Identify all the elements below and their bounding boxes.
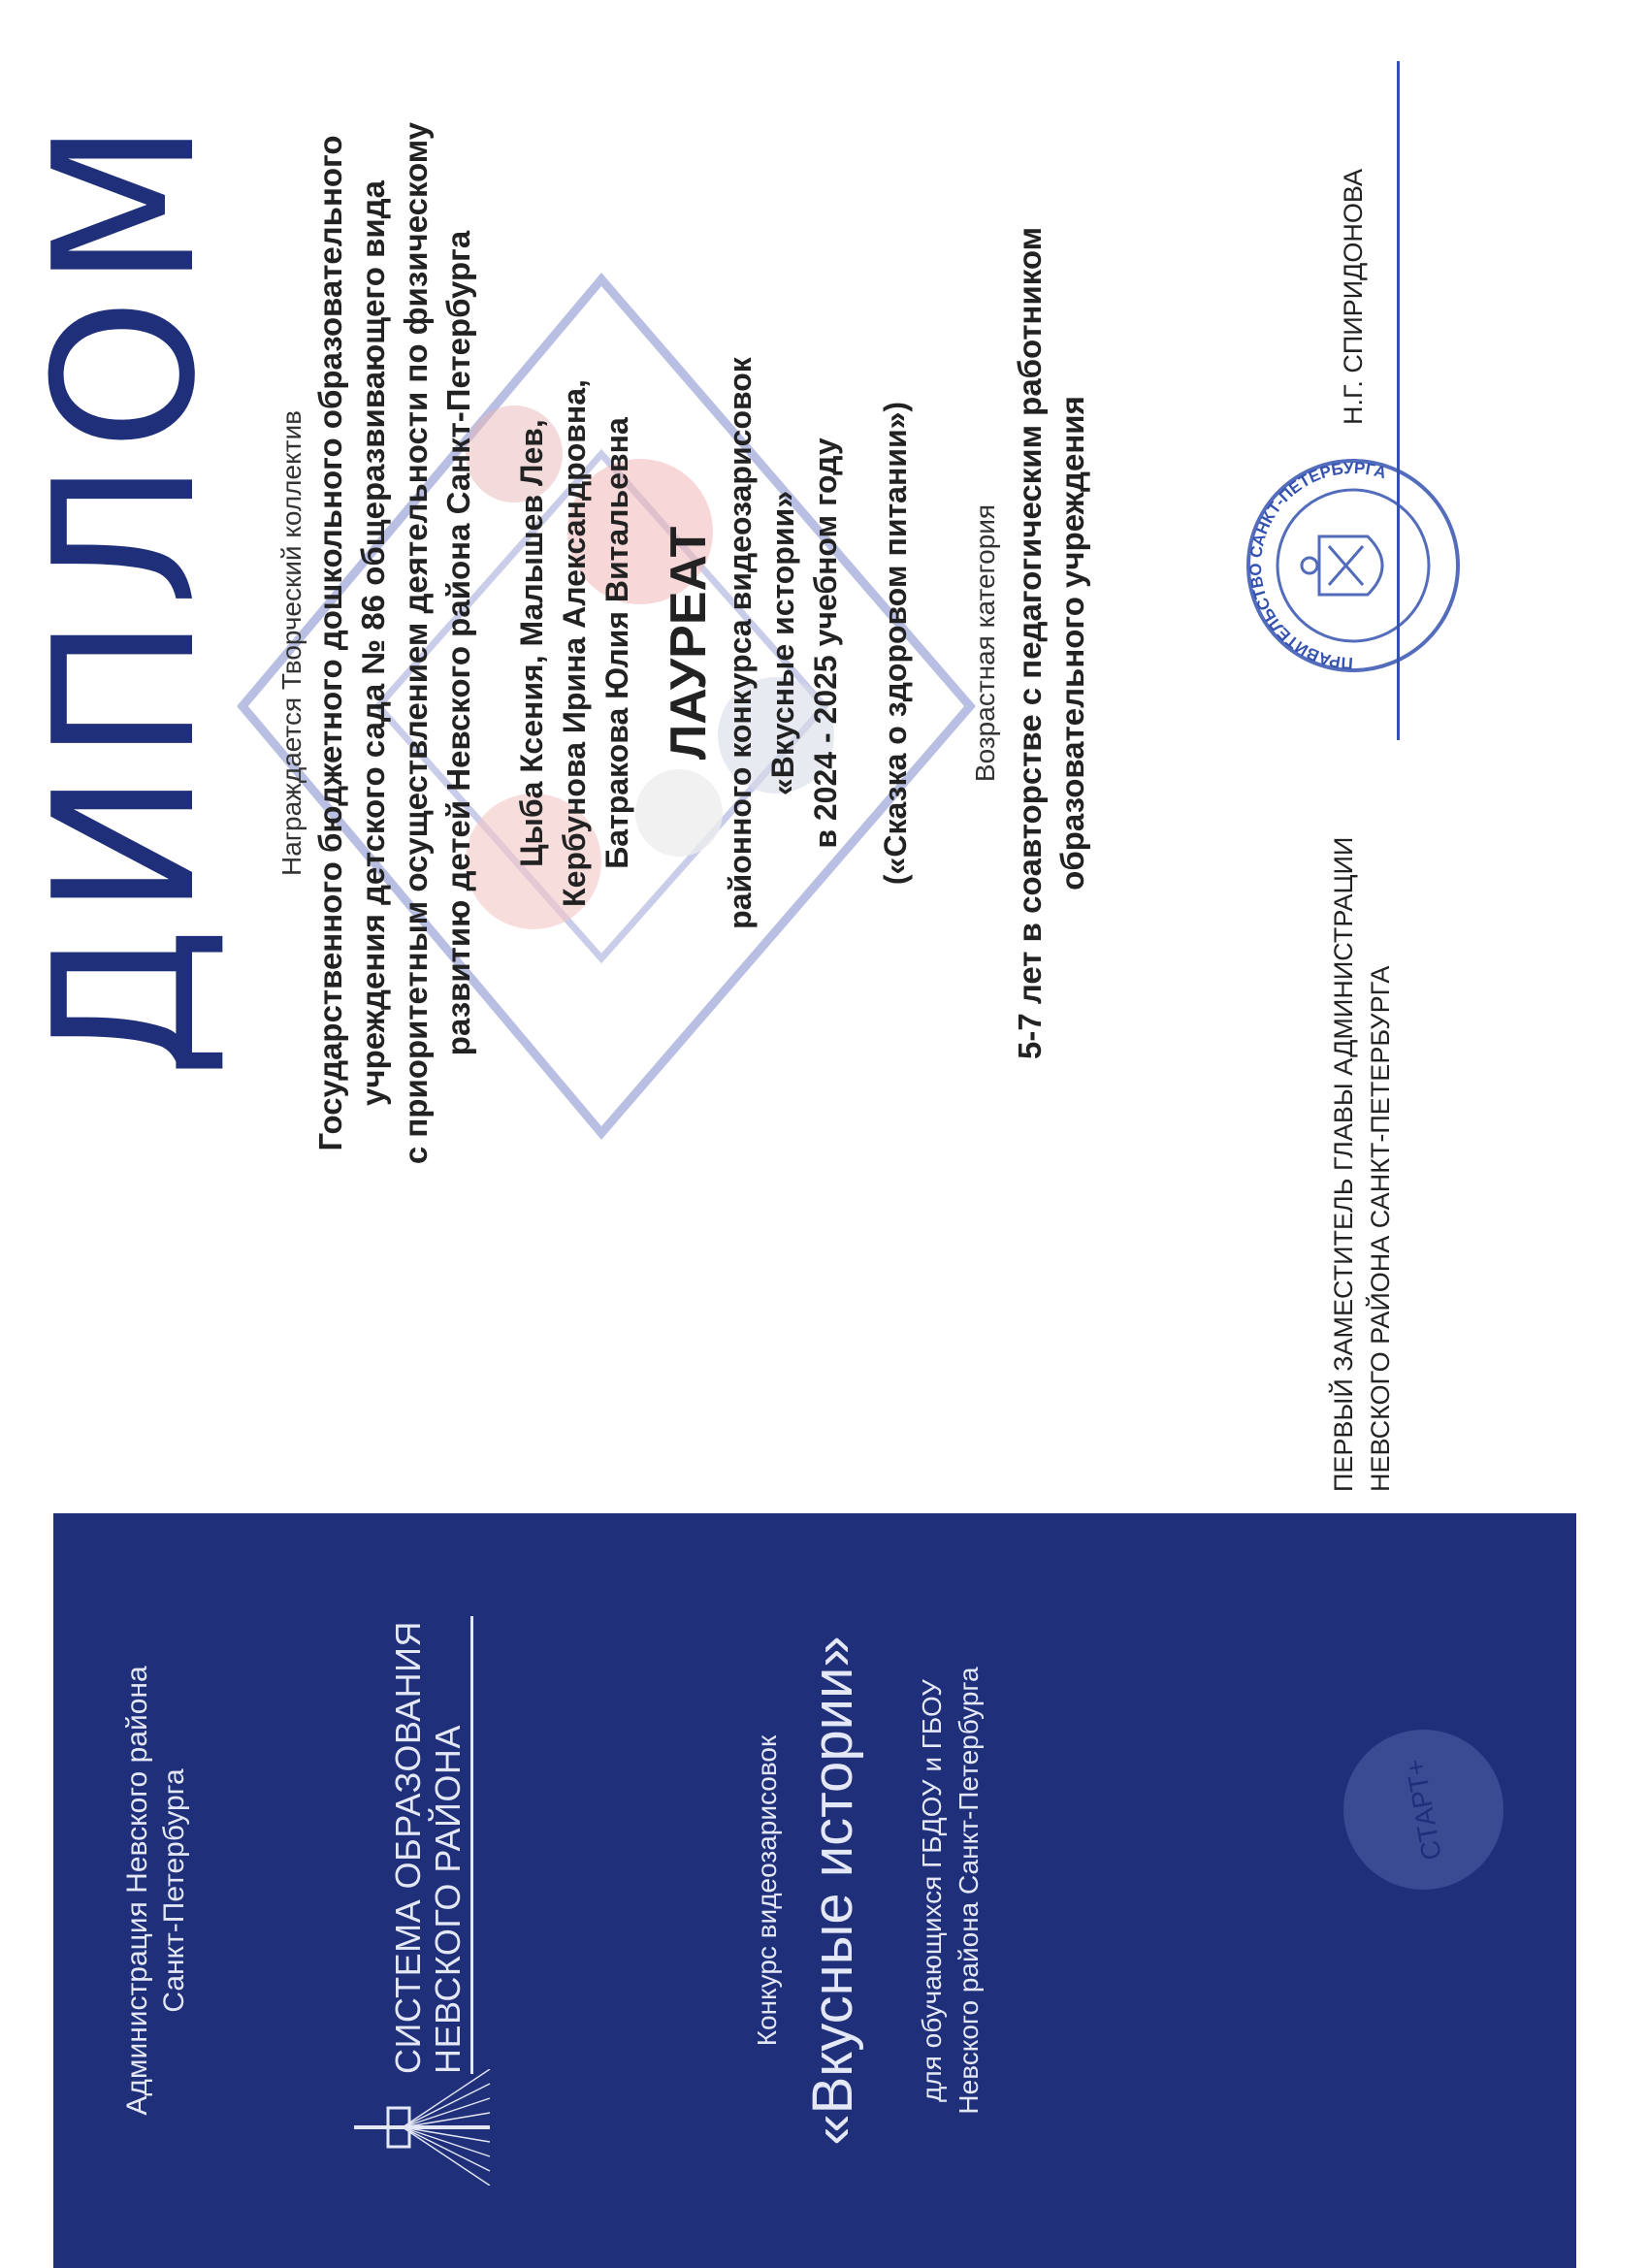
- age-category-line2: образовательного учреждения: [1054, 396, 1090, 891]
- laureate-title: ЛАУРЕАТ: [661, 526, 717, 761]
- system-title-line2: НЕВСКОГО РАЙОНА: [428, 1725, 468, 2074]
- start-plus-label: СТАРТ+: [1399, 1757, 1447, 1863]
- age-category-label: Возрастная категория: [970, 503, 1000, 783]
- side-panel: [53, 1513, 1576, 2268]
- names-line2: Кербунова Ирина Александровна,: [557, 379, 592, 907]
- stamp-text: ПРАВИТЕЛЬСТВО САНКТ-ПЕТЕРБУРГА: [1245, 458, 1389, 673]
- admin-line1: Администрация Невского района: [121, 1666, 153, 2116]
- signer-position-line1: ПЕРВЫЙ ЗАМЕСТИТЕЛЬ ГЛАВЫ АДМИНИСТРАЦИИ: [1329, 836, 1358, 1492]
- org-line2: учреждения детского сада № 86 общеразвивающего вида: [355, 180, 391, 1106]
- names-line3: Батракова Юлия Витальевна: [599, 417, 634, 869]
- names-line1: Цыба Ксения, Малышев Лев,: [514, 419, 549, 867]
- coat-of-arms-icon: [1302, 536, 1382, 595]
- school-year: в 2024 - 2025 учебном году: [808, 437, 843, 849]
- official-stamp: [1242, 454, 1465, 677]
- system-title-line1: СИСТЕМА ОБРАЗОВАНИЯ: [388, 1620, 428, 2074]
- age-category-line1: 5-7 лет в соавторстве с педагогическим работником: [1012, 227, 1048, 1059]
- tv-tower-icon: [344, 2069, 500, 2186]
- system-underline: [470, 1616, 473, 2074]
- admin-line2: Санкт-Петербурга: [158, 1768, 190, 2013]
- participants-line1: для обучающихся ГБДОУ и ГБОУ: [917, 1679, 947, 2102]
- start-plus-logo: [1343, 1730, 1504, 1890]
- diploma-title: ДИПЛОМ: [13, 111, 239, 1079]
- signer-position-line2: НЕВСКОГО РАЙОНА САНКТ-ПЕТЕРБУРГА: [1366, 965, 1395, 1492]
- awarded-text: Награждается Творческий коллектив: [276, 410, 307, 876]
- org-line1: Государственного бюджетного дошкольного образовательного: [312, 135, 348, 1151]
- contest-name: «Вкусные истории»: [801, 1636, 864, 2146]
- signer-name: Н.Г. СПИРИДОНОВА: [1339, 169, 1368, 425]
- org-line3: с приоритетным осуществлением деятельности по физическому: [398, 121, 434, 1165]
- contest-line2: «Вкусные истории»: [765, 491, 800, 796]
- org-line4: развитию детей Невского района Санкт-Петербурга: [440, 230, 476, 1056]
- contest-label: Конкурс видеозарисовок: [752, 1734, 782, 2047]
- story-title: («Сказка о здоровом питании»): [878, 401, 913, 886]
- contest-line1: районного конкурса видеозарисовок: [723, 357, 758, 929]
- participants-line2: Невского района Санкт-Петербурга: [954, 1667, 984, 2115]
